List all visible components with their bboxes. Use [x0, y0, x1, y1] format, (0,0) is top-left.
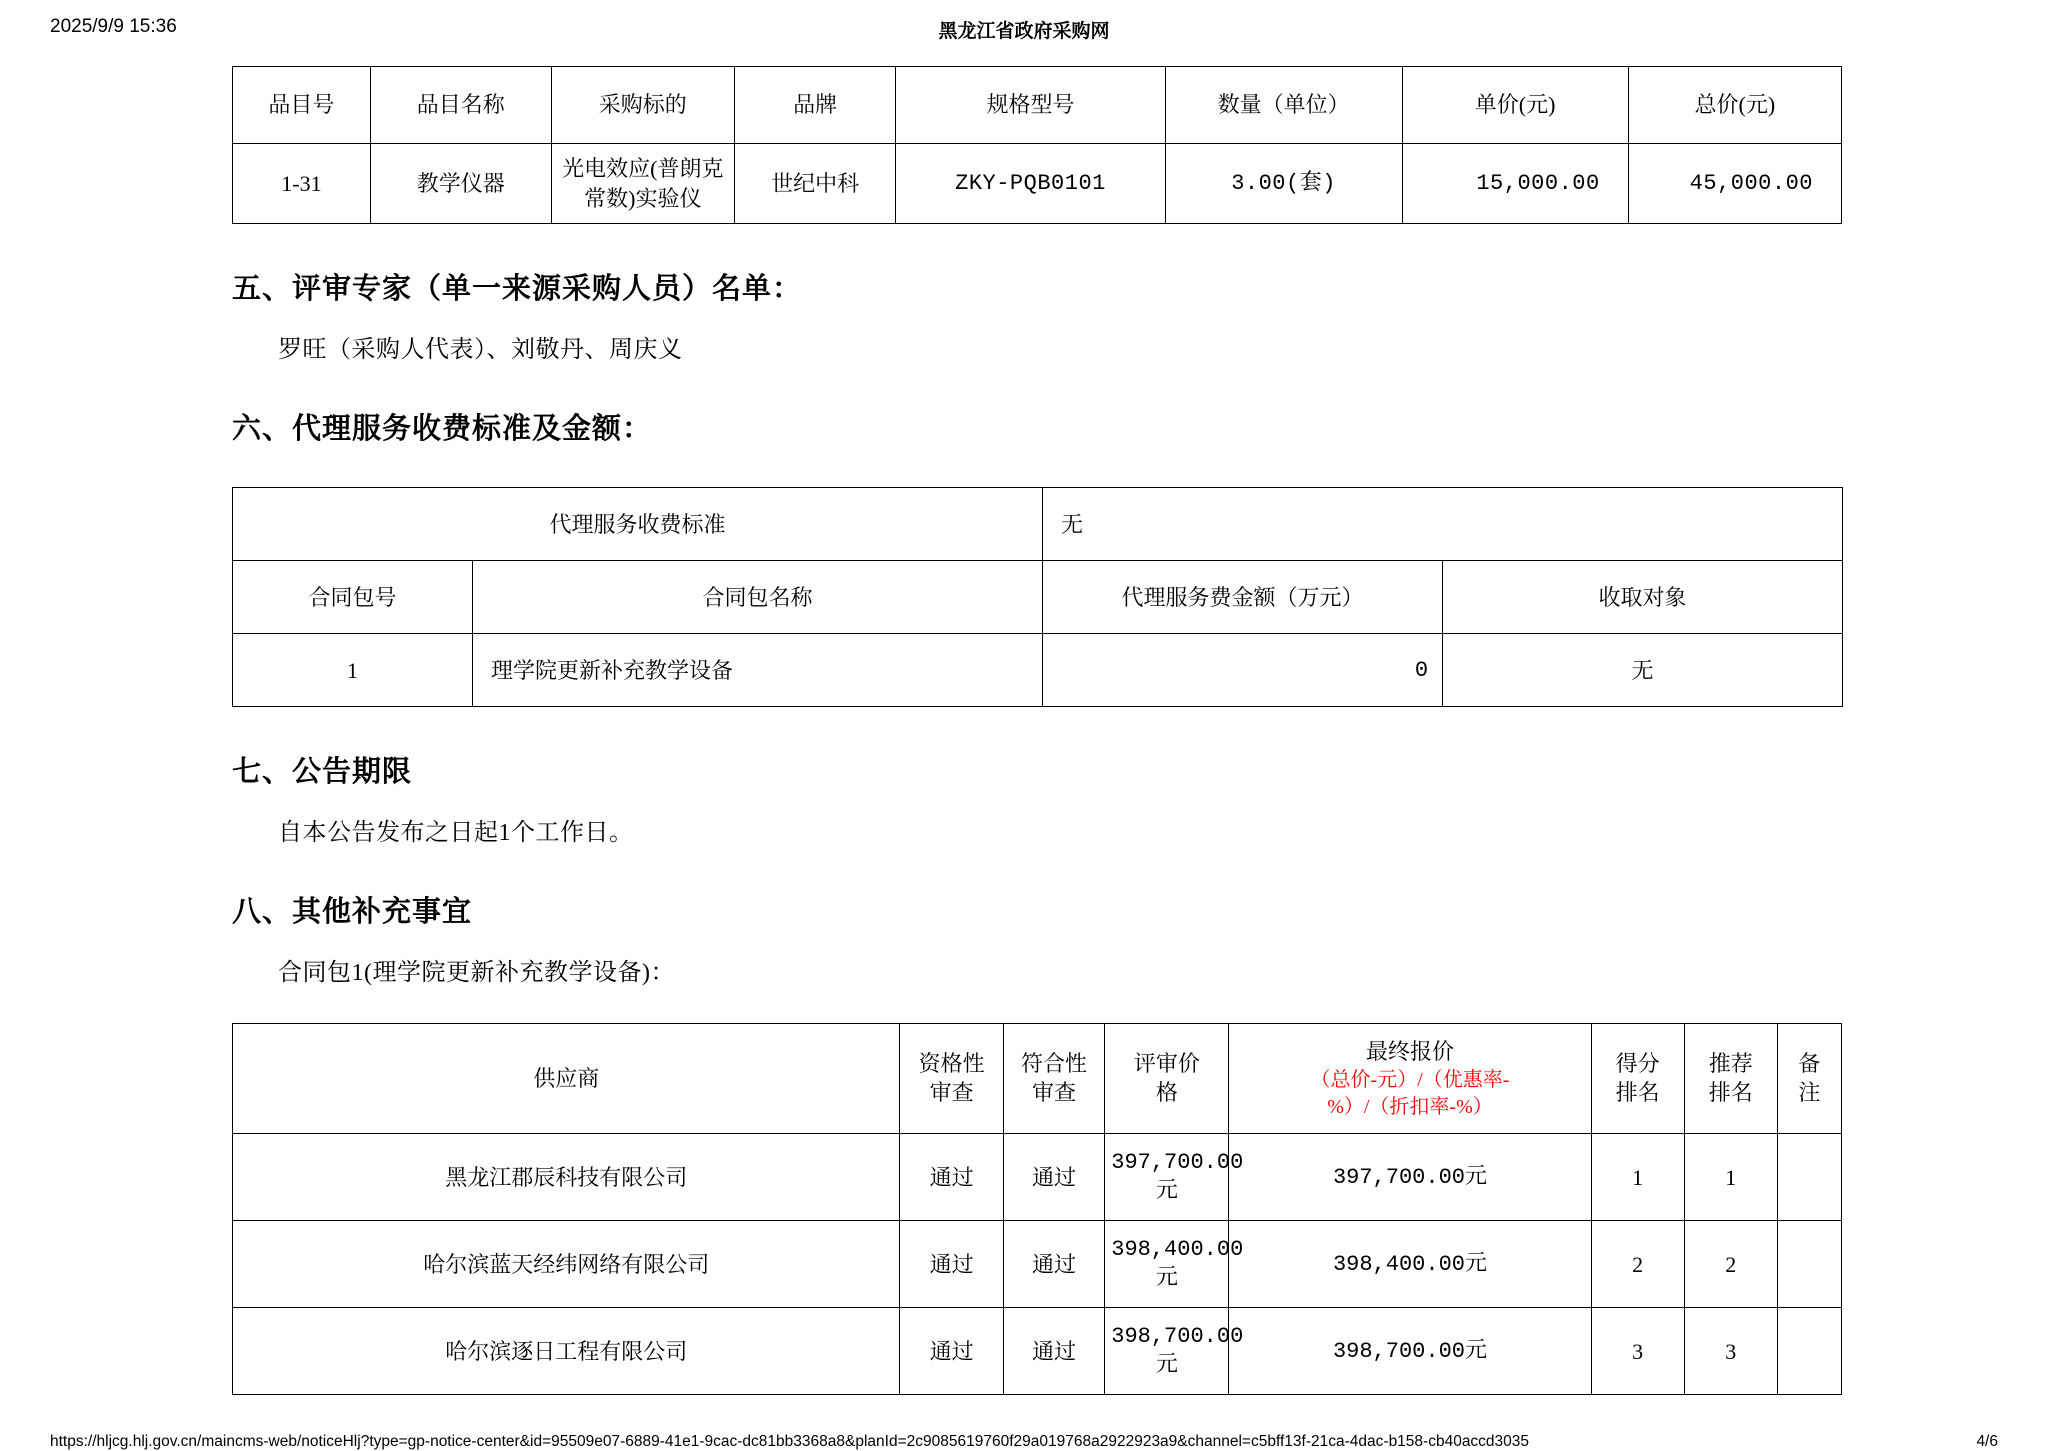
table-header-row	[233, 1024, 1842, 1134]
cell-target: 光电效应(普朗克常数)实验仪	[551, 144, 734, 224]
col-item-no: 品目号	[233, 67, 371, 144]
section-8-text: 合同包1(理学院更新补充教学设备)：	[278, 960, 675, 987]
print-header	[0, 16, 2048, 46]
cell-score-rank: 2	[1591, 1221, 1684, 1308]
agency-standard-row	[233, 488, 1843, 561]
cell-payer: 无	[1443, 634, 1843, 707]
cell-supplier: 哈尔滨蓝天经纬网络有限公司	[233, 1221, 900, 1308]
col-compliance: 符合性 审查	[1003, 1024, 1104, 1134]
table-header-row	[233, 561, 1843, 634]
col-model: 规格型号	[896, 67, 1165, 144]
table-row	[233, 144, 1842, 224]
section-6-title: 六、代理服务收费标准及金额：	[232, 413, 653, 446]
procurement-items-table	[232, 66, 1842, 224]
col-brand: 品牌	[734, 67, 896, 144]
table-row	[233, 1134, 1842, 1221]
cell-final-quote: 398,700.00元	[1229, 1308, 1591, 1395]
table-row	[233, 1308, 1842, 1395]
cell-qty: 3.00(套)	[1165, 144, 1402, 224]
col-qty: 数量（单位）	[1165, 67, 1402, 144]
col-recommend-rank: 推荐 排名	[1684, 1024, 1777, 1134]
agency-standard-label: 代理服务收费标准	[233, 488, 1043, 561]
cell-remark	[1777, 1221, 1841, 1308]
document-content	[232, 66, 1842, 1395]
col-item-name: 品目名称	[370, 67, 551, 144]
cell-item-no: 1-31	[233, 144, 371, 224]
cell-brand: 世纪中科	[734, 144, 896, 224]
cell-final-quote: 398,400.00元	[1229, 1221, 1591, 1308]
site-title: 黑龙江省政府采购网	[938, 21, 1110, 42]
col-review-price: 评审价 格	[1105, 1024, 1229, 1134]
cell-compliance: 通过	[1003, 1134, 1104, 1221]
col-payer: 收取对象	[1443, 561, 1843, 634]
cell-package-name: 理学院更新补充教学设备	[473, 634, 1043, 707]
col-remark: 备 注	[1777, 1024, 1841, 1134]
cell-remark	[1777, 1308, 1841, 1395]
cell-compliance: 通过	[1003, 1221, 1104, 1308]
col-target: 采购标的	[551, 67, 734, 144]
col-qualification: 资格性 审查	[900, 1024, 1003, 1134]
cell-remark	[1777, 1134, 1841, 1221]
col-package-no: 合同包号	[233, 561, 473, 634]
table-row	[233, 1221, 1842, 1308]
col-package-name: 合同包名称	[473, 561, 1043, 634]
cell-review-price: 398,700.00元	[1105, 1308, 1229, 1395]
cell-score-rank: 3	[1591, 1308, 1684, 1395]
cell-qualification: 通过	[900, 1134, 1003, 1221]
col-unit-price: 单价(元)	[1402, 67, 1628, 144]
col-agency-fee: 代理服务费金额（万元）	[1043, 561, 1443, 634]
table-header-row	[233, 67, 1842, 144]
cell-score-rank: 1	[1591, 1134, 1684, 1221]
cell-item-name: 教学仪器	[370, 144, 551, 224]
agency-standard-value: 无	[1043, 488, 1843, 561]
cell-total-price: 45,000.00	[1628, 144, 1841, 224]
cell-supplier: 黑龙江郡辰科技有限公司	[233, 1134, 900, 1221]
cell-unit-price: 15,000.00	[1402, 144, 1628, 224]
cell-qualification: 通过	[900, 1308, 1003, 1395]
cell-compliance: 通过	[1003, 1308, 1104, 1395]
cell-agency-fee: 0	[1043, 634, 1443, 707]
cell-review-price: 398,400.00元	[1105, 1221, 1229, 1308]
source-url[interactable]: https://hljcg.hlj.gov.cn/maincms-web/noticeHlj?type=gp-notice-center&id=95509e07-6889-41e1-9cac-dc81bb3368a8&planId=2c9085619760f29a019768a2922923a9&channel=c5bff13f-21ca-4dac-b158-cb40accd3035	[50, 1433, 1530, 1450]
col-supplier: 供应商	[233, 1024, 900, 1134]
section-5-text: 罗旺（采购人代表）、刘敬丹、周庆义	[278, 337, 683, 364]
final-quote-subtitle: （总价-元）/（优惠率- %）/（折扣率-%）	[1310, 1068, 1510, 1118]
table-row	[233, 634, 1843, 707]
cell-final-quote: 397,700.00元	[1229, 1134, 1591, 1221]
section-7-title: 七、公告期限	[232, 756, 413, 789]
section-5-title: 五、评审专家（单一来源采购人员）名单：	[232, 273, 803, 306]
supplier-evaluation-table	[232, 1023, 1842, 1395]
cell-recommend-rank: 3	[1684, 1308, 1777, 1395]
cell-qualification: 通过	[900, 1221, 1003, 1308]
agency-fee-table	[232, 487, 1843, 707]
section-7-text: 自本公告发布之日起1个工作日。	[278, 820, 634, 847]
cell-package-no: 1	[233, 634, 473, 707]
final-quote-title: 最终报价	[1365, 1039, 1454, 1065]
cell-model: ZKY-PQB0101	[896, 144, 1165, 224]
page-number: 4/6	[1976, 1433, 1998, 1450]
print-date: 2025/9/9 15:36	[50, 16, 177, 37]
col-total-price: 总价(元)	[1628, 67, 1841, 144]
col-final-quote	[1229, 1024, 1591, 1134]
section-8-title: 八、其他补充事宜	[232, 896, 473, 929]
cell-recommend-rank: 2	[1684, 1221, 1777, 1308]
cell-review-price: 397,700.00元	[1105, 1134, 1229, 1221]
cell-supplier: 哈尔滨逐日工程有限公司	[233, 1308, 900, 1395]
col-score-rank: 得分 排名	[1591, 1024, 1684, 1134]
cell-recommend-rank: 1	[1684, 1134, 1777, 1221]
